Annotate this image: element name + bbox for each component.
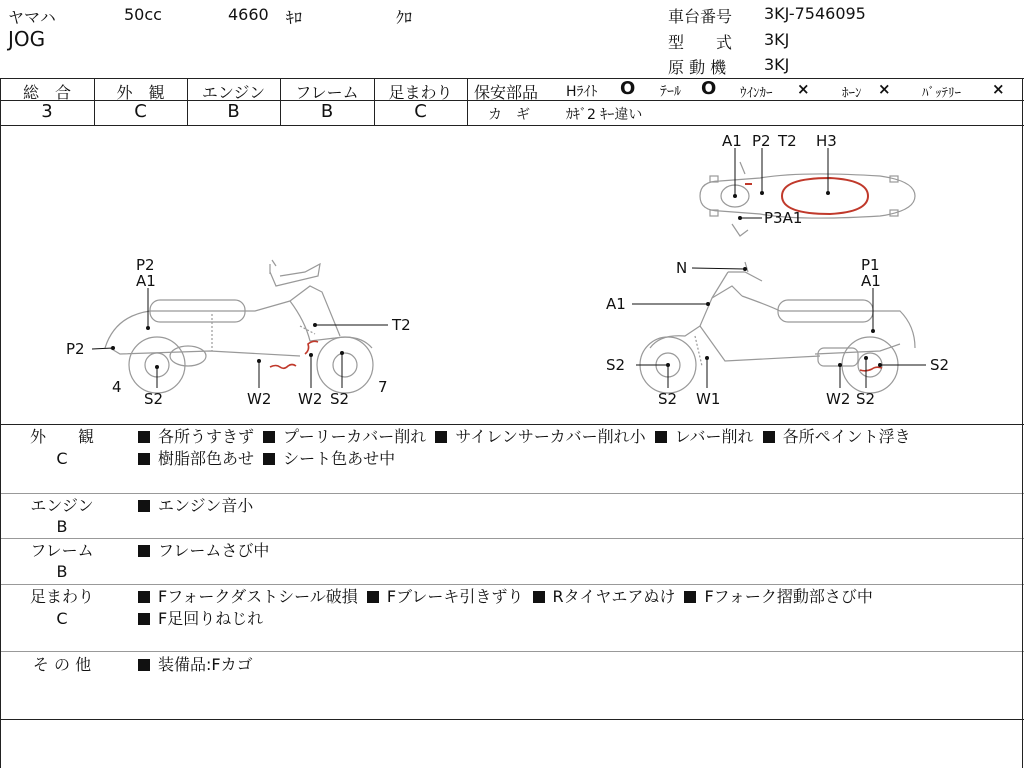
grade-value-exterior: C xyxy=(134,101,147,122)
safety-item-battery: ﾊﾞｯﾃﾘｰ xyxy=(922,86,961,101)
label-a1-top: A1 xyxy=(722,132,742,150)
label-s2-right-c: S2 xyxy=(856,390,876,408)
label-s2-left-b: S2 xyxy=(330,390,350,408)
defect-item: サイレンサーカバー削れ小 xyxy=(431,427,645,446)
label-w2-right: W2 xyxy=(826,390,851,408)
bullet-icon xyxy=(263,431,275,443)
type-label: 型 式 xyxy=(668,33,733,52)
safety-item-horn: ﾎｰﾝ xyxy=(842,86,862,101)
label-s2-right-front: S2 xyxy=(606,356,626,374)
label-p2-top: P2 xyxy=(752,132,771,150)
divider xyxy=(467,78,468,125)
grade-label-engine: エンジン xyxy=(201,83,266,102)
defect-item: F足回りねじれ xyxy=(134,609,263,628)
label-a1-right-rear: A1 xyxy=(861,272,881,290)
section-body-frame xyxy=(134,540,1020,562)
label-a1-left: A1 xyxy=(136,272,156,290)
engine-value: 3KJ xyxy=(764,55,790,74)
mileage-unit: ｷﾛ xyxy=(286,8,303,27)
bullet-icon xyxy=(684,591,696,603)
bullet-icon xyxy=(138,545,150,557)
safety-status-tail: O xyxy=(701,78,717,99)
label-7-left: 7 xyxy=(378,378,388,396)
defect-item: シート色あせ中 xyxy=(259,449,395,468)
grade-label-exterior: 外 観 xyxy=(116,83,165,102)
bullet-icon xyxy=(533,591,545,603)
defect-item: Fフォークダストシール破損 xyxy=(134,587,358,606)
safety-status-horn: × xyxy=(878,80,891,98)
label-s2-left-a: S2 xyxy=(144,390,164,408)
safety-item-headlight: Hﾗｲﾄ xyxy=(566,84,598,100)
section-label-suspension: 足まわり xyxy=(29,587,94,606)
section-body-suspension xyxy=(134,586,1020,630)
bullet-icon xyxy=(138,591,150,603)
label-p2-left: P2 xyxy=(66,340,85,358)
grade-label-frame: フレーム xyxy=(295,83,359,102)
bullet-icon xyxy=(138,431,150,443)
bullet-icon xyxy=(263,453,275,465)
defect-item: 各所うすきず xyxy=(134,427,254,446)
label-n-right: N xyxy=(676,259,688,277)
label-a1-right-front: A1 xyxy=(606,295,626,313)
bullet-icon xyxy=(367,591,379,603)
section-grade-frame: B xyxy=(56,562,68,581)
divider xyxy=(1022,78,1023,768)
label-p3a1-top: P3A1 xyxy=(764,209,803,227)
label-s2-right-bottom: S2 xyxy=(658,390,678,408)
label-h3-top: H3 xyxy=(816,132,837,150)
section-label-frame: フレーム xyxy=(30,541,94,560)
label-s2-right-rear: S2 xyxy=(930,356,950,374)
divider xyxy=(0,719,1024,720)
defect-item: Fフォーク摺動部さび中 xyxy=(680,587,872,606)
divider xyxy=(0,651,1024,652)
bullet-icon xyxy=(138,613,150,625)
key-value: ｶｷﾞ2 ｷｰ違い xyxy=(566,107,643,123)
model-name: JOG xyxy=(8,27,46,51)
label-t2-top: T2 xyxy=(778,132,797,150)
right-damage-marks xyxy=(860,367,882,371)
section-grade-exterior: C xyxy=(56,449,68,468)
safety-status-headlight: O xyxy=(620,78,636,99)
defect-item: エンジン音小 xyxy=(134,496,253,515)
section-label-exterior: 外 観 xyxy=(29,427,94,446)
engine-label: 原 動 機 xyxy=(668,58,727,77)
grade-value-engine: B xyxy=(227,101,240,122)
grade-value-suspension: C xyxy=(414,101,427,122)
defect-item: Fブレーキ引きずり xyxy=(363,587,524,606)
grade-value-frame: B xyxy=(320,101,334,122)
divider xyxy=(0,538,1024,539)
maker: ヤマハ xyxy=(8,8,56,27)
grade-label-overall: 総 合 xyxy=(22,83,71,102)
defect-item: レバー削れ xyxy=(651,427,754,446)
damage-diagram xyxy=(0,126,1022,423)
type-value: 3KJ xyxy=(764,30,790,49)
section-label-other: そ の 他 xyxy=(32,655,92,674)
safety-item-tail: ﾃｰﾙ xyxy=(660,84,681,100)
defect-item: 各所ペイント浮き xyxy=(759,427,911,446)
color: ｸﾛ xyxy=(396,8,413,27)
label-w2-left-a: W2 xyxy=(247,390,272,408)
defect-item: プーリーカバー削れ xyxy=(259,427,426,446)
divider xyxy=(0,493,1024,494)
defect-item: 樹脂部色あせ xyxy=(134,449,254,468)
divider xyxy=(0,424,1024,425)
right-leaders xyxy=(632,268,926,388)
safety-status-winker: × xyxy=(797,80,810,98)
section-label-engine: エンジン xyxy=(30,496,94,515)
frame-no: 3KJ-7546095 xyxy=(764,4,866,23)
bullet-icon xyxy=(655,431,667,443)
safety-item-winker: ｳｲﾝｶｰ xyxy=(740,86,773,101)
bullet-icon xyxy=(435,431,447,443)
section-body-exterior xyxy=(134,426,1020,470)
left-leaders xyxy=(92,288,388,388)
safety-status-battery: × xyxy=(992,80,1005,98)
divider xyxy=(0,584,1024,585)
label-w2-left-b: W2 xyxy=(298,390,323,408)
grade-value-overall: 3 xyxy=(41,101,53,122)
label-w1-right: W1 xyxy=(696,390,721,408)
bullet-icon xyxy=(763,431,775,443)
label-p2-left-top: P2 xyxy=(136,256,155,274)
section-grade-suspension: C xyxy=(56,609,68,628)
mileage: 4660 xyxy=(228,5,269,24)
section-body-other xyxy=(134,654,1020,676)
bullet-icon xyxy=(138,453,150,465)
bullet-icon xyxy=(138,500,150,512)
label-4-left: 4 xyxy=(112,378,122,396)
label-p1-right: P1 xyxy=(861,256,880,274)
label-t2-left: T2 xyxy=(392,316,411,334)
displacement: 50cc xyxy=(124,5,162,24)
section-body-engine xyxy=(134,495,1020,517)
divider xyxy=(0,78,1024,79)
defect-item: Rタイヤエアぬけ xyxy=(529,587,676,606)
bullet-icon xyxy=(138,659,150,671)
scooter-top-view xyxy=(700,162,915,236)
key-label: カ ギ xyxy=(488,107,530,123)
frame-no-label: 車台番号 xyxy=(668,7,733,26)
section-grade-engine: B xyxy=(56,517,68,536)
safety-label: 保安部品 xyxy=(474,83,539,102)
defect-item: 装備品:Fカゴ xyxy=(134,655,253,674)
defect-item: フレームさび中 xyxy=(134,541,269,560)
grade-label-suspension: 足まわり xyxy=(388,83,453,102)
